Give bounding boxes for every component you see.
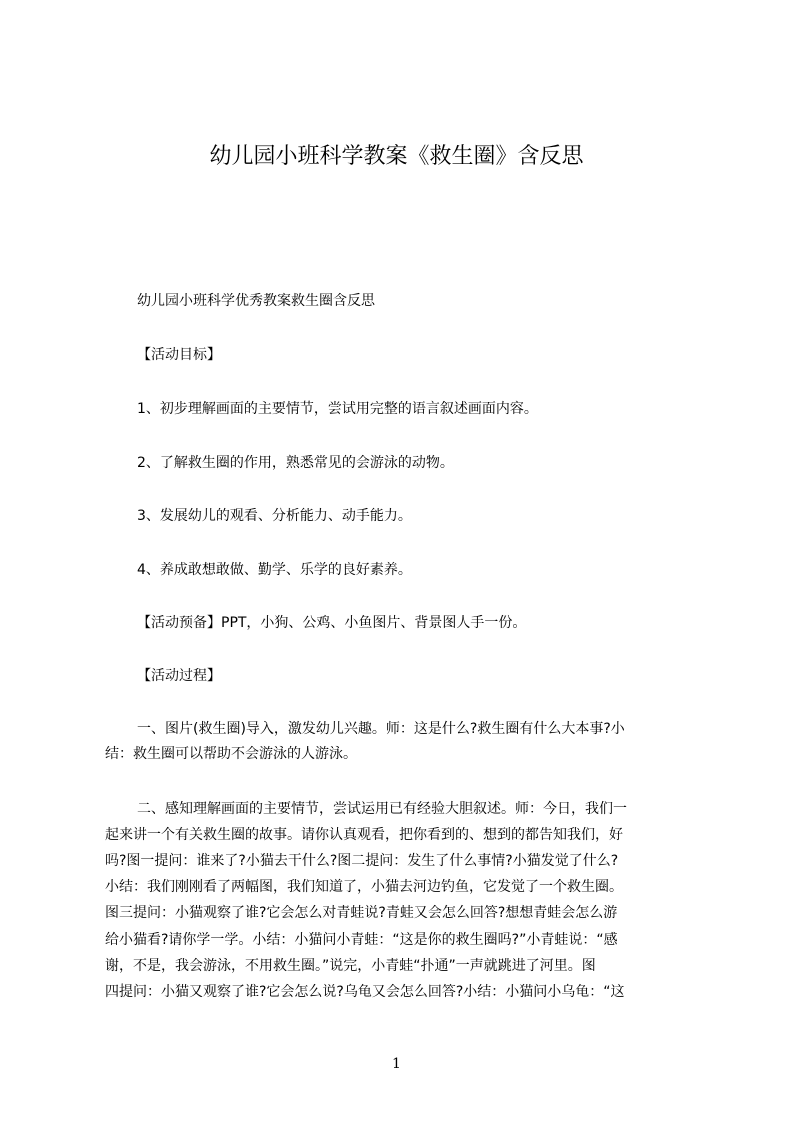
document-title: 幼儿园小班科学教案《救生圈》含反思 <box>209 144 584 169</box>
goal-heading: 【活动目标】 <box>137 347 221 363</box>
document-subtitle: 幼儿园小班科学优秀教案救生圈含反思 <box>137 293 375 309</box>
process-heading: 【活动过程】 <box>137 668 221 684</box>
goal-item-1: 1、初步理解画面的主要情节，尝试用完整的语言叙述画面内容。 <box>137 401 538 417</box>
goal-item-3: 3、发展幼儿的观看、分析能力、动手能力。 <box>137 508 412 524</box>
text-line: 一、图片(救生圈)导入，激发幼儿兴趣。师：这是什么?救生圈有什么大本事?小 <box>137 721 625 737</box>
goal-item-2: 2、了解救生圈的作用，熟悉常见的会游泳的动物。 <box>137 455 454 471</box>
page-number: 1 <box>392 1056 401 1072</box>
goal-item-4: 4、养成敢想敢做、勤学、乐学的良好素养。 <box>137 562 412 578</box>
text-line: 起来讲一个有关救生圈的故事。请你认真观看，把你看到的、想到的都告知我们，好 <box>105 827 623 843</box>
text-line: 吗?图一提问：谁来了?小猫去干什么?图二提问：发生了什么事情?小猫发觉了什么? <box>105 853 619 869</box>
text-line: 图三提问：小猫观察了谁?它会怎么对青蛙说?青蛙又会怎么回答?想想青蛙会怎么游 <box>105 905 618 921</box>
text-line: 小结：我们刚刚看了两幅图，我们知道了，小猫去河边钓鱼，它发觉了一个救生圈。 <box>105 879 623 895</box>
text-line: 二、感知理解画面的主要情节，尝试运用已有经验大胆叙述。师：今日，我们一 <box>137 801 627 817</box>
text-line: 谢，不是，我会游泳，不用救生圈。”说完，小青蛙“扑通”一声就跳进了河里。图 <box>105 958 596 974</box>
text-line: 给小猫看?请你学一学。小结：小猫问小青蛙：“这是你的救生圈吗?”小青蛙说：“感 <box>105 932 618 948</box>
text-line: 结：救生圈可以帮助不会游泳的人游泳。 <box>105 746 357 762</box>
preparation-text: 【活动预备】PPT，小狗、公鸡、小鱼图片、背景图人手一份。 <box>137 615 527 631</box>
text-line: 四提问：小猫又观察了谁?它会怎么说?乌龟又会怎么回答?小结：小猫问小乌龟：“这 <box>105 984 625 1000</box>
